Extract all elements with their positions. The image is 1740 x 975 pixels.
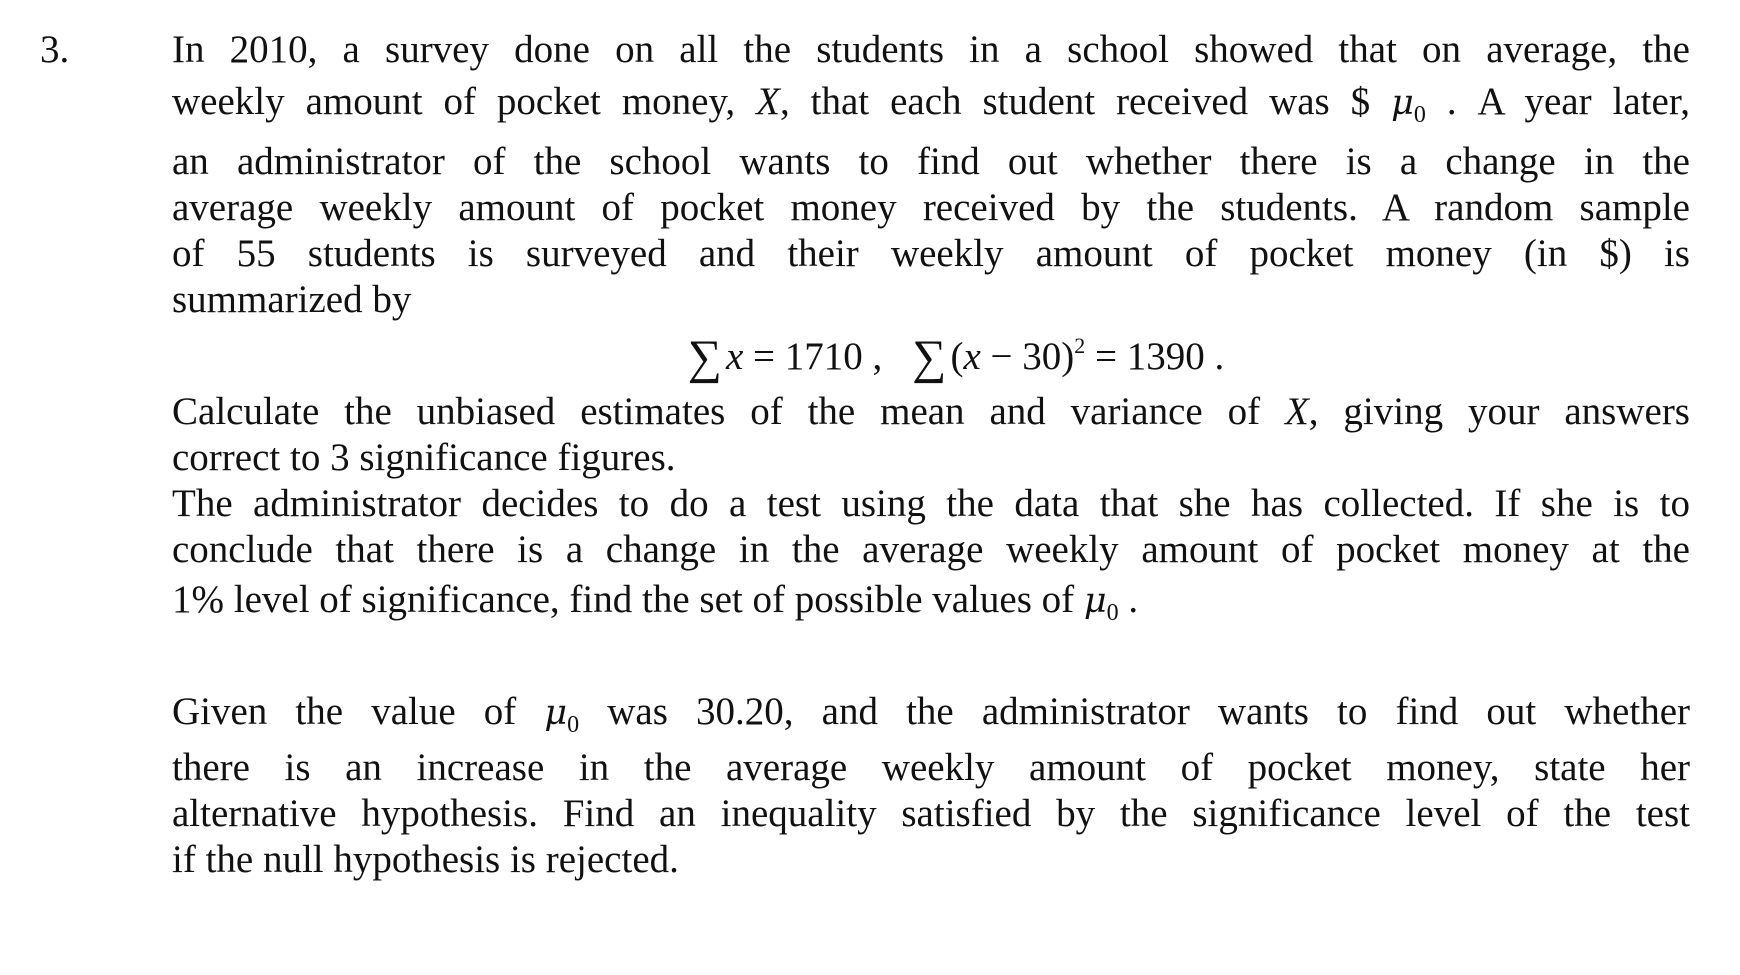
text-span: if the null hypothesis is rejected. <box>172 838 679 881</box>
text-line-1 <box>172 24 1690 76</box>
text-line-8 <box>172 432 1690 484</box>
text-span: conclude that there is a change in the average weekly amount of pocket money at the <box>172 528 1690 571</box>
text-span: summarized by <box>172 278 412 321</box>
sigma-icon: ∑ <box>687 331 722 384</box>
text-line-9 <box>172 478 1690 530</box>
text-span: . <box>1118 578 1139 621</box>
text-span: The administrator decides to do a test using the data that she has collected. If she is to <box>172 482 1690 525</box>
text-span: In 2010, a survey done on all the students in a school showed that on average, the <box>172 28 1690 71</box>
text-span: , giving your answers <box>1308 390 1690 433</box>
sigma-icon: ∑ <box>912 331 947 384</box>
equation-text: ( <box>950 335 964 378</box>
mu-subscript: 0 <box>567 712 580 738</box>
text-line-15 <box>172 834 1690 886</box>
equation-text: − 30) <box>980 335 1075 378</box>
variable-x: X <box>756 80 780 123</box>
text-line-3 <box>172 136 1690 188</box>
text-line-5 <box>172 228 1690 280</box>
text-span: 1% level of significance, find the set of possible values of <box>172 578 1084 621</box>
text-span: weekly amount of pocket money, <box>172 80 757 123</box>
text-span: was 30.20, and the administrator wants to find out whether <box>579 690 1690 733</box>
equation-var: x <box>725 335 744 378</box>
text-span: of 55 students is surveyed and their weekly amount of pocket money (in $) is <box>172 232 1690 275</box>
question-number: 3. <box>40 28 70 71</box>
question-body <box>172 24 1690 886</box>
mu-symbol: μ <box>544 693 568 733</box>
text-span: average weekly amount of pocket money received by the students. A random sample <box>172 186 1690 229</box>
text-span: an administrator of the school wants to find out whether there is a change in the <box>172 140 1690 183</box>
text-span: correct to 3 significance figures. <box>172 436 676 479</box>
text-span: . A year later, <box>1425 80 1690 123</box>
mu-subscript: 0 <box>1413 102 1426 128</box>
equation-var: x <box>963 335 981 378</box>
equation-sum-x <box>688 328 883 387</box>
text-line-12 <box>172 686 1690 738</box>
text-line-13 <box>172 742 1690 794</box>
equation-sum-sq <box>912 328 1224 387</box>
equation-text: = 1390 . <box>1085 335 1225 378</box>
text-line-11 <box>172 574 1690 626</box>
equation-text: = 1710 , <box>743 335 883 378</box>
mu-symbol: μ <box>1391 83 1414 123</box>
text-span: alternative hypothesis. Find an inequality satisfied by the significance level of the test <box>172 792 1690 835</box>
variable-x: X <box>1284 390 1309 433</box>
text-span: , that each student received was $ <box>779 80 1392 123</box>
text-line-10 <box>172 524 1690 576</box>
text-line-6 <box>172 274 1690 326</box>
text-span: Given the value of <box>172 690 545 733</box>
equation-exponent: 2 <box>1074 333 1086 358</box>
summary-equation <box>172 328 1690 386</box>
text-line-2 <box>172 76 1690 128</box>
text-span: there is an increase in the average weekly amount of pocket money, state her <box>172 746 1690 789</box>
mu-subscript: 0 <box>1106 600 1119 626</box>
text-line-7 <box>172 386 1690 438</box>
mu-symbol: μ <box>1083 581 1107 621</box>
text-span: Calculate the unbiased estimates of the mean and variance of <box>172 390 1285 433</box>
text-line-14 <box>172 788 1690 840</box>
text-line-4 <box>172 182 1690 234</box>
